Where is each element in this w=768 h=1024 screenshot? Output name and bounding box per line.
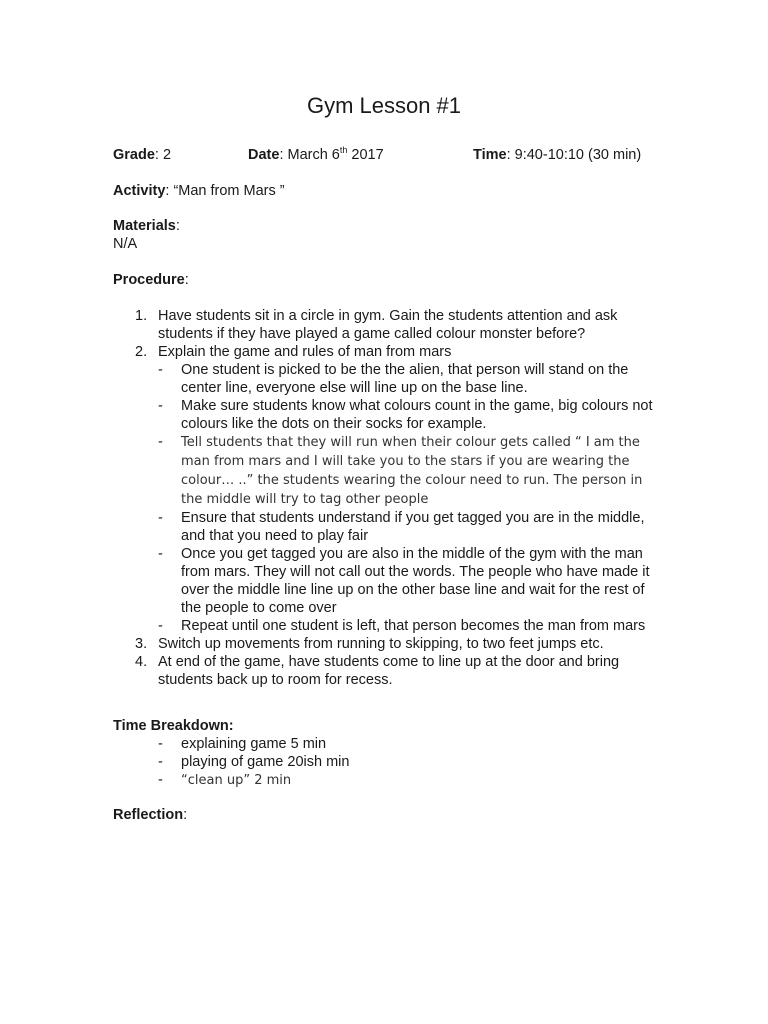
materials-section xyxy=(113,217,180,253)
activity-value: : “Man from Mars ” xyxy=(165,183,285,199)
step-text: Switch up movements from running to skipping, to two feet jumps etc. xyxy=(158,636,604,652)
step-text: Explain the game and rules of man from mars xyxy=(158,344,452,360)
rule-text: Once you get tagged you are also in the middle of the gym with the man from mars. They will not call out the words. The people who have made it over the middle line line up on the other base line and wait for the rest of the people to come over xyxy=(181,546,650,616)
time-breakdown-text: explaining game 5 min xyxy=(181,736,327,752)
time-breakdown-item xyxy=(0,753,768,771)
rule-text: Tell students that they will run when their colour gets called “ I am the man from mars and I will take you to the stars if you are wearing the colour… ..” the students wearing the colour need to run. The person in the middle will try to tag other people xyxy=(181,435,643,507)
dash-bullet: - xyxy=(158,434,163,450)
dash-bullet: - xyxy=(158,736,163,752)
time-field xyxy=(473,145,641,165)
materials-heading xyxy=(113,217,180,235)
grade-value: : 2 xyxy=(154,147,172,163)
activity-line xyxy=(113,182,285,200)
reflection-colon: : xyxy=(183,807,188,823)
reflection-heading xyxy=(113,806,187,824)
lesson-meta xyxy=(113,145,673,165)
dash-bullet: - xyxy=(158,754,163,770)
procedure-label: Procedure xyxy=(113,272,185,288)
rule-item xyxy=(0,509,659,545)
time-value: : 9:40-10:10 (30 min) xyxy=(506,147,642,163)
procedure-step-4 xyxy=(0,653,658,689)
date-value: : March 6 xyxy=(279,147,340,163)
dash-bullet: - xyxy=(158,546,163,562)
step-number: 3. xyxy=(135,636,148,652)
step-number: 2. xyxy=(135,344,148,360)
rule-item xyxy=(0,617,659,635)
rule-item xyxy=(0,397,659,433)
time-breakdown-item xyxy=(0,771,768,790)
rule-item xyxy=(0,361,659,397)
time-breakdown-label: Time Breakdown: xyxy=(113,718,234,734)
procedure-step-3 xyxy=(0,635,658,653)
grade-field xyxy=(113,145,171,165)
time-breakdown-list xyxy=(0,735,768,790)
page-title: Gym Lesson #1 xyxy=(306,93,462,118)
rules-sublist xyxy=(158,361,658,635)
step-text: Have students sit in a circle in gym. Gain the students attention and ask students if they have played a game called colour monster before? xyxy=(158,308,618,342)
time-breakdown-item xyxy=(0,735,768,753)
reflection-label: Reflection xyxy=(113,807,184,823)
dash-bullet: - xyxy=(158,772,163,788)
dash-bullet: - xyxy=(158,510,163,526)
materials-colon: : xyxy=(175,218,180,234)
materials-value: N/A xyxy=(113,236,138,252)
materials-label: Materials xyxy=(113,218,176,234)
dash-bullet: - xyxy=(158,398,163,414)
rule-item xyxy=(0,545,659,617)
procedure-step-2 xyxy=(0,343,658,635)
step-text: At end of the game, have students come to line up at the door and bring students back up to room for recess. xyxy=(158,654,620,688)
procedure-list xyxy=(0,307,768,689)
procedure-heading xyxy=(113,271,189,289)
step-number: 4. xyxy=(135,654,148,670)
grade-label: Grade xyxy=(113,147,155,163)
activity-label: Activity xyxy=(113,183,166,199)
time-breakdown-text: “clean up” 2 min xyxy=(181,773,292,788)
rule-text: Ensure that students understand if you get tagged you are in the middle, and that you need to play fair xyxy=(181,510,645,544)
procedure-step-1 xyxy=(0,307,658,343)
dash-bullet: - xyxy=(158,618,163,634)
time-breakdown-heading xyxy=(113,717,234,735)
date-ordinal: th xyxy=(339,145,348,155)
procedure-colon: : xyxy=(184,272,189,288)
rule-text: Make sure students know what colours count in the game, big colours not colours like the dots on their socks for example. xyxy=(181,398,653,432)
date-year: 2017 xyxy=(347,147,384,163)
dash-bullet: - xyxy=(158,362,163,378)
date-label: Date xyxy=(248,147,280,163)
time-breakdown-text: playing of game 20ish min xyxy=(181,754,350,770)
step-number: 1. xyxy=(135,308,148,324)
rule-text: Repeat until one student is left, that person becomes the man from mars xyxy=(181,618,646,634)
date-field xyxy=(248,145,384,165)
rule-item xyxy=(0,433,659,509)
rule-text: One student is picked to be the the alien, that person will stand on the center line, everyone else will line up on the base line. xyxy=(181,362,629,396)
time-label: Time xyxy=(473,147,507,163)
